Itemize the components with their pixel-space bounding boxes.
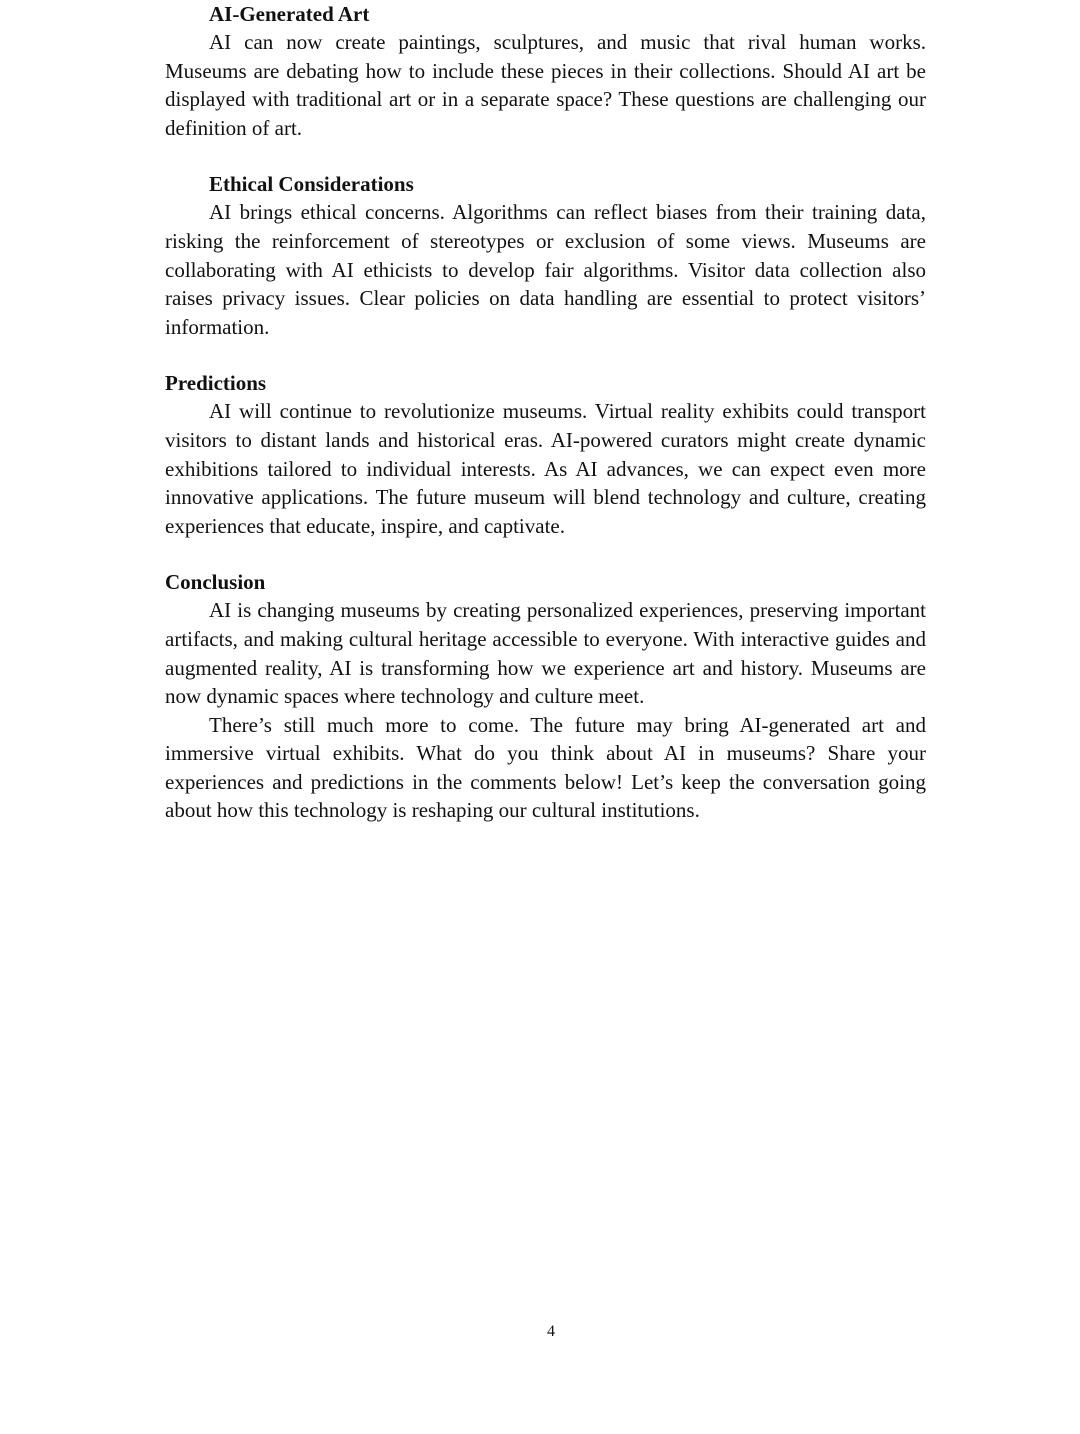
section-ai-generated-art <box>165 0 926 142</box>
section-predictions <box>165 369 926 540</box>
paragraph: AI can now create paintings, sculptures, and music that rival human works. Museums are debating how to include these pieces in their collections. Should AI art be displayed with traditional art or in a separate space? These questions are challenging our definition of art. <box>165 30 926 140</box>
page-number: 4 <box>547 1323 555 1340</box>
section-ethical-considerations <box>165 170 926 341</box>
paragraph: AI will continue to revolutionize museums. Virtual reality exhibits could transport visitors to distant lands and historical eras. AI-powered curators might create dynamic exhibitions tailored to individual interests. As AI advances, we can expect even more innovative applications. The future museum will blend technology and culture, creating experiences that educate, inspire, and captivate. <box>165 399 926 538</box>
paragraph: AI brings ethical concerns. Algorithms can reflect biases from their training data, risking the reinforcement of stereotypes or exclusion of some views. Museums are collaborating with AI ethicists to develop fair algorithms. Visitor data collection also raises privacy issues. Clear policies on data handling are essential to protect visitors’ information. <box>165 200 926 339</box>
section-heading: AI-Generated Art <box>209 2 370 26</box>
paragraph: AI is changing museums by creating personalized experiences, preserving important artifacts, and making cultural heritage accessible to everyone. With interactive guides and augmented reality, AI is transforming how we experience art and history. Museums are now dynamic spaces where technology and culture meet. <box>165 598 926 709</box>
section-heading: Conclusion <box>165 570 266 595</box>
paragraph: There’s still much more to come. The future may bring AI-generated art and immersive virtual exhibits. What do you think about AI in museums? Share your experiences and predictions in the comments below! Let’s keep the conversation going about how this technology is reshaping our cultural institutions. <box>165 712 926 823</box>
section-conclusion <box>165 568 926 825</box>
section-heading: Predictions <box>165 371 267 396</box>
section-heading: Ethical Considerations <box>209 172 414 197</box>
document-page <box>165 0 926 825</box>
